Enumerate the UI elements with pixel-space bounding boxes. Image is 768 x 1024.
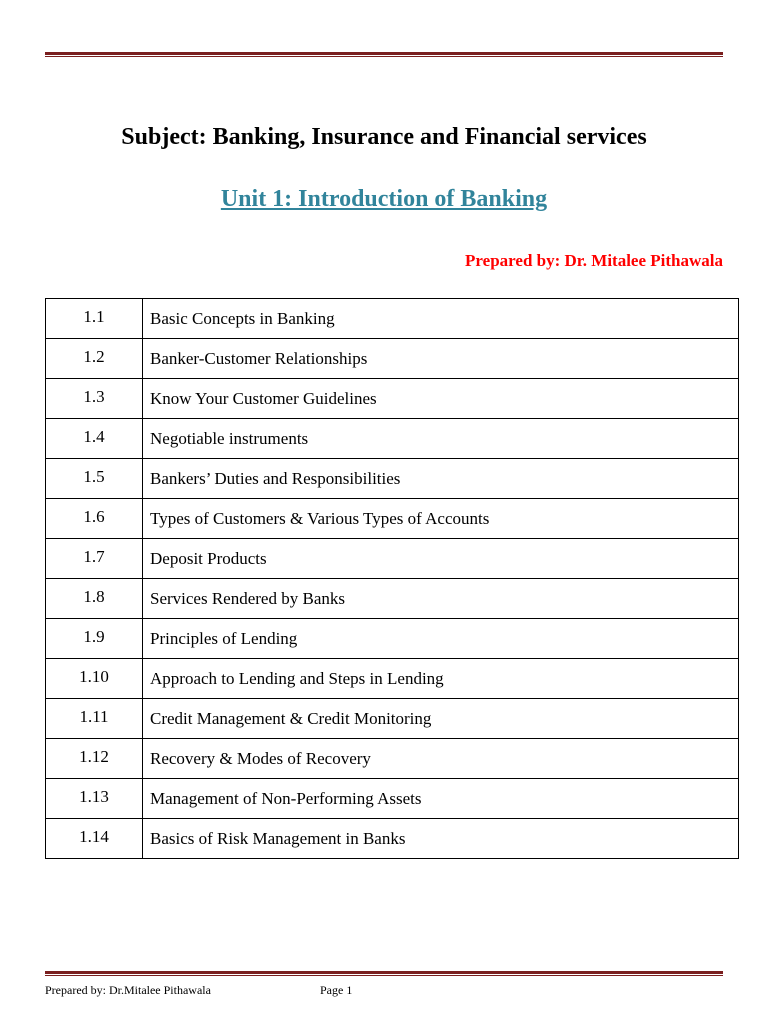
table-row bbox=[46, 339, 739, 379]
toc-title: Principles of Lending bbox=[143, 619, 739, 659]
toc-number: 1.3 bbox=[46, 379, 143, 419]
toc-number: 1.1 bbox=[46, 299, 143, 339]
toc-title: Deposit Products bbox=[143, 539, 739, 579]
footer-prepared-by: Prepared by: Dr.Mitalee Pithawala bbox=[45, 983, 211, 997]
table-row bbox=[46, 779, 739, 819]
table-row bbox=[46, 379, 739, 419]
toc-title: Approach to Lending and Steps in Lending bbox=[143, 659, 739, 699]
toc-number: 1.8 bbox=[46, 579, 143, 619]
table-row bbox=[46, 299, 739, 339]
toc-table bbox=[45, 298, 739, 859]
toc-number: 1.2 bbox=[46, 339, 143, 379]
unit-title: Unit 1: Introduction of Banking bbox=[220, 186, 548, 212]
toc-title: Basics of Risk Management in Banks bbox=[143, 819, 739, 859]
table-row bbox=[46, 819, 739, 859]
toc-title: Know Your Customer Guidelines bbox=[143, 379, 739, 419]
toc-number: 1.5 bbox=[46, 459, 143, 499]
toc-title: Recovery & Modes of Recovery bbox=[143, 739, 739, 779]
prepared-by: Prepared by: Dr. Mitalee Pithawala bbox=[465, 251, 723, 270]
toc-number: 1.7 bbox=[46, 539, 143, 579]
table-row bbox=[46, 539, 739, 579]
footer-rule bbox=[45, 971, 723, 976]
table-row bbox=[46, 619, 739, 659]
toc-number: 1.14 bbox=[46, 819, 143, 859]
header-rule bbox=[45, 52, 723, 57]
toc-number: 1.6 bbox=[46, 499, 143, 539]
toc-number: 1.13 bbox=[46, 779, 143, 819]
subject-title: Subject: Banking, Insurance and Financial services bbox=[121, 124, 647, 150]
toc-title: Banker-Customer Relationships bbox=[143, 339, 739, 379]
toc-number: 1.11 bbox=[46, 699, 143, 739]
toc-number: 1.9 bbox=[46, 619, 143, 659]
table-row bbox=[46, 739, 739, 779]
table-row bbox=[46, 499, 739, 539]
toc-number: 1.12 bbox=[46, 739, 143, 779]
table-row bbox=[46, 579, 739, 619]
table-row bbox=[46, 659, 739, 699]
toc-number: 1.4 bbox=[46, 419, 143, 459]
toc-title: Credit Management & Credit Monitoring bbox=[143, 699, 739, 739]
table-row bbox=[46, 699, 739, 739]
table-row bbox=[46, 459, 739, 499]
toc-title: Negotiable instruments bbox=[143, 419, 739, 459]
toc-title: Types of Customers & Various Types of Accounts bbox=[143, 499, 739, 539]
toc-title: Services Rendered by Banks bbox=[143, 579, 739, 619]
table-row bbox=[46, 419, 739, 459]
toc-number: 1.10 bbox=[46, 659, 143, 699]
toc-title: Bankers’ Duties and Responsibilities bbox=[143, 459, 739, 499]
toc-title: Management of Non-Performing Assets bbox=[143, 779, 739, 819]
footer-page-number: Page 1 bbox=[320, 983, 353, 997]
toc-title: Basic Concepts in Banking bbox=[143, 299, 739, 339]
